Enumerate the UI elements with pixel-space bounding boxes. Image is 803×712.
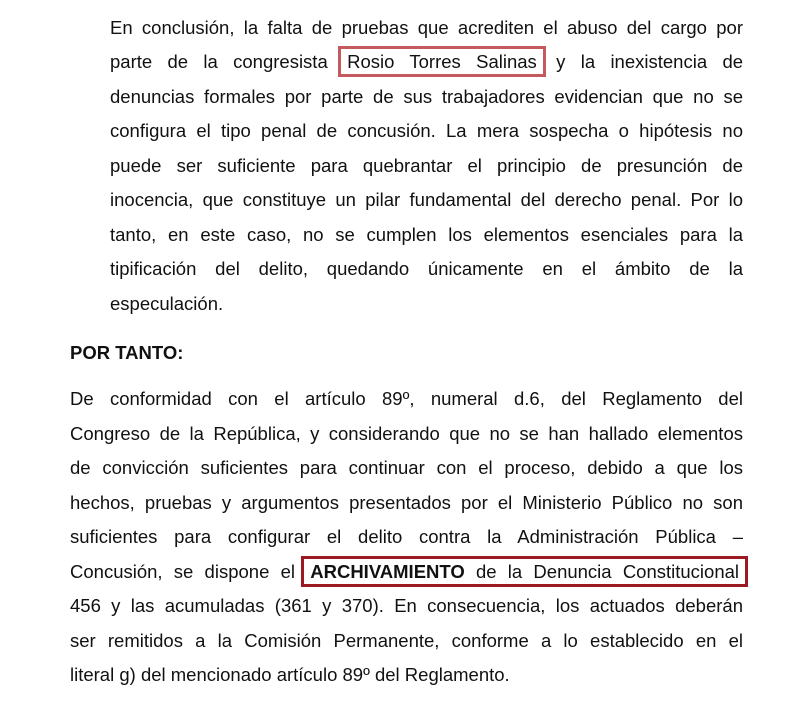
paragraph-1-line-7: tanto, en este caso, no se cumplen los elementos esenciales para la	[110, 224, 743, 245]
paragraph-2-line-2: Congreso de la República, y considerando que no se han hallado elementos	[70, 423, 743, 444]
paragraph-2-line-6-end: de la Denuncia Constitucional	[475, 561, 740, 582]
paragraph-2-line-4: hechos, pruebas y argumentos presentados por el Ministerio Público no son	[70, 492, 743, 513]
paragraph-1-line-2-start: parte de la congresista	[110, 51, 328, 72]
paragraph-1-line-2-end: y la inexistencia de	[556, 51, 744, 72]
paragraph-2-line-5: suficientes para configurar el delito contra la Administración Pública –	[70, 526, 743, 547]
paragraph-2-line-9: literal g) del mencionado artículo 89º del Reglamento.	[70, 664, 510, 685]
paragraph-1-line-4: configura el tipo penal de concusión. La mera sospecha o hipótesis no	[110, 120, 743, 141]
paragraph-2-line-8: ser remitidos a la Comisión Permanente, conforme a lo establecido en el	[70, 630, 743, 651]
paragraph-1-line-6: inocencia, que constituye un pilar fundamental del derecho penal. Por lo	[110, 189, 743, 210]
highlighted-archivamiento	[306, 561, 743, 582]
paragraph-1-line-2	[110, 45, 743, 79]
paragraph-1-line-5: puede ser suficiente para quebrantar el principio de presunción de	[110, 155, 743, 176]
paragraph-2-line-1: De conformidad con el artículo 89º, numeral d.6, del Reglamento del	[70, 388, 743, 409]
archivamiento-term: ARCHIVAMIENTO	[310, 561, 465, 582]
paragraph-1-line-1: En conclusión, la falta de pruebas que acrediten el abuso del cargo por	[110, 17, 743, 38]
paragraph-1-line-9: especulación.	[110, 293, 224, 314]
paragraph-1-line-3: denuncias formales por parte de sus trabajadores evidencian que no se	[110, 86, 743, 107]
paragraph-2-line-3: de convicción suficientes para continuar con el proceso, debido a que los	[70, 457, 743, 478]
section-heading: POR TANTO:	[70, 342, 184, 363]
paragraph-2-line-6	[70, 555, 743, 589]
paragraph-2-line-6-start: Concusión, se dispone el	[70, 561, 295, 582]
paragraph-1-line-8: tipificación del delito, quedando únicamente en el ámbito de la	[110, 258, 743, 279]
highlighted-congresswoman-name: Rosio Torres Salinas	[343, 51, 541, 72]
paragraph-2-line-7: 456 y las acumuladas (361 y 370). En consecuencia, los actuados deberán	[70, 595, 743, 616]
